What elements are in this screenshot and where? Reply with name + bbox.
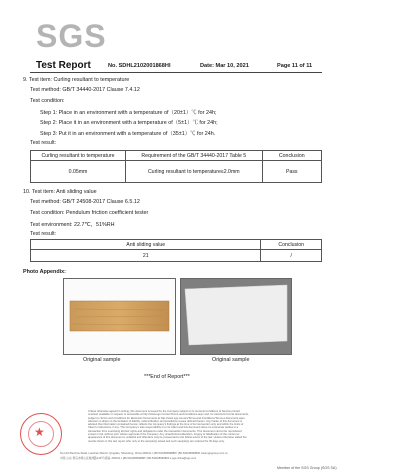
table-cell: 21 [31, 250, 261, 262]
report-number: No. SDHL2102001868HI [108, 63, 171, 69]
disclaimer-line: subject to Terms and Conditions for Electronic Documents at http://www.sgs.com/en/Terms-and-Conditions/Terms-e-Document.aspx. [88, 416, 246, 420]
sample-photo-left [63, 278, 176, 355]
table-header-cell: Curling resultant to temperature [31, 151, 126, 161]
section9-step-1: Step 1: Place in an environment with a temperature of（20±1）℃ for 24h; [40, 110, 217, 116]
sgs-logo: SGS [36, 18, 107, 54]
section10-result-label: Test result: [30, 231, 57, 237]
table-cell: / [261, 250, 322, 262]
section9-step-3: Step 3: Put it in an environment with a temperature of（35±1）℃ for 24h. [40, 131, 216, 137]
sample-photo-right [180, 278, 292, 355]
wood-plank-photo [64, 279, 175, 354]
disclaimer-line: Unless otherwise agreed in writing, this document is issued by the Company subject to its General Conditions of Service printed [88, 410, 240, 413]
disclaimer-line: except in full, without prior written approval of the Company. Any unauthorized alteration, forgery or falsification of the content or [88, 433, 240, 437]
table-header-cell: Conclusion [261, 240, 322, 250]
end-of-report: ***End of Report*** [144, 374, 190, 380]
footer-address-cn: 中国·山东·青岛市崂山区株洲路143号 邮编: 266101 t (86-532)68999888 f (86-532)68999800 e sgs.china@sgs.com [60, 457, 197, 460]
table-row [31, 250, 322, 262]
section10-title: 10. Test item: Anti sliding value [23, 189, 97, 195]
appendix-title: Photo Appendix: [23, 269, 66, 275]
table-header-cell: Requirement of the GB/T 34440-2017 Table 5 [126, 151, 263, 161]
table-header-row [31, 240, 322, 250]
page-number: Page 11 of 11 [277, 63, 313, 69]
table-header-cell: Conclusion [262, 151, 321, 161]
white-sample-photo [181, 279, 291, 354]
curling-result-table [30, 150, 322, 183]
table-cell: Pass [262, 161, 321, 183]
disclaimer-line: appearance of this document is unlawful and offenders may be prosecuted to the fullest extent of the law. Unless otherwise stated the [88, 436, 247, 440]
disclaimer-line: Attention is drawn to the limitation of liability, indemnification and jurisdiction issues defined therein. Any holder of this document is [88, 419, 243, 423]
header-divider [30, 72, 322, 73]
report-date: Date: Mar 10, 2021 [200, 63, 249, 69]
disclaimer-line: transaction from exercising all their rights and obligations under the transaction documents. This document cannot be reproduced [88, 429, 242, 433]
table-cell: Curling resultant to temperature≤2.0mm [126, 161, 263, 183]
anti-sliding-table [30, 239, 322, 262]
table-header-row [31, 151, 322, 161]
disclaimer-line: results shown in this test report refer only to the sample(s) tested and such sample(s) are retained for 30 days only. [88, 439, 225, 443]
report-title: Test Report [36, 60, 91, 71]
star-icon: ★ [34, 425, 45, 439]
section10-environment: Test environment: 22.7℃，51%RH [30, 222, 115, 228]
disclaimer-line: overleaf, available on request or accessible at http://www.sgs.com/en/Terms-and-Conditions.aspx and, for electronic format documents, [88, 413, 249, 417]
section9-title: 9. Test item: Curling resultant to temperature [23, 77, 130, 83]
footer-member: Member of the SGS Group (SGS SA) [277, 466, 337, 470]
footer-disclaimer [88, 410, 388, 443]
table-header-cell: Anti sliding value [31, 240, 261, 250]
section10-method: Test method: GB/T 24508-2017 Clause 6.5.12 [30, 199, 140, 205]
caption-left: Original sample [83, 357, 121, 363]
section9-method: Test method: GB/T 34440-2017 Clause 7.4.12 [30, 87, 140, 93]
disclaimer-line: advised that information contained hereon reflects the Company's findings at the time of its intervention only and within the limits of [88, 423, 244, 427]
footer-address-en: No.143 Zhuzhou Road, Laoshan District, Qingdao, Shandong, China 266101 t (86-532)68999888 f (86-532)68999800 www.sgsgroup.com.cn [60, 452, 228, 455]
section9-result-label: Test result: [30, 140, 57, 146]
table-cell: 0.05mm [31, 161, 126, 183]
section9-condition-label: Test condition: [30, 98, 65, 104]
caption-right: Original sample [212, 357, 250, 363]
disclaimer-line: Client's instructions, if any. The Company's sole responsibility is to its Client and this document does not exonerate parties to a [88, 426, 239, 430]
section9-step-2: Step 2: Place it in an environment with a temperature of（5±1）℃ for 24h; [40, 120, 218, 126]
section10-condition: Test condition: Pendulum friction coefficient tester [30, 210, 149, 216]
table-row [31, 161, 322, 183]
